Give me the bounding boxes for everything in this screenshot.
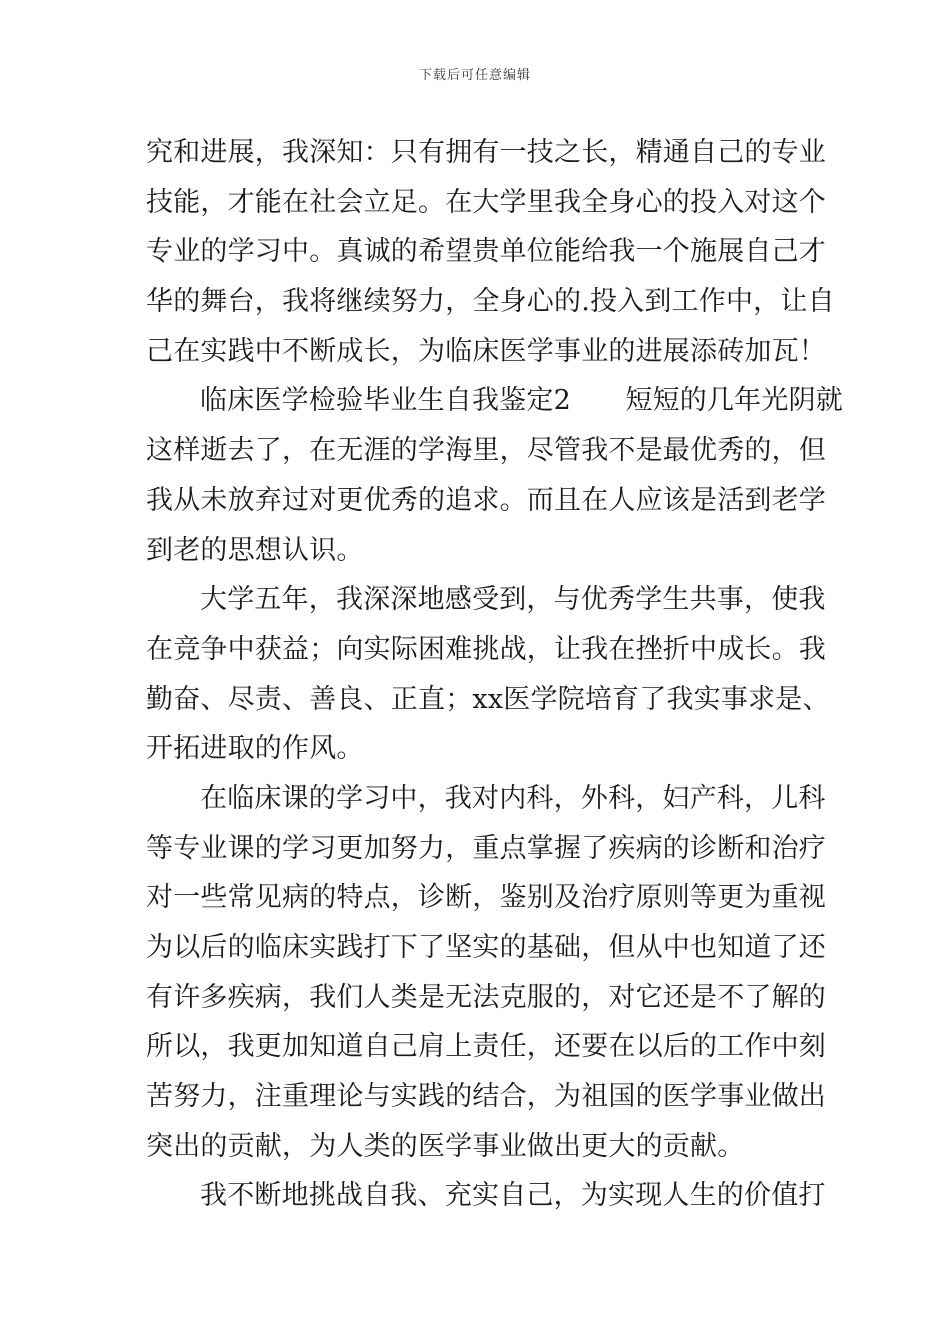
text-line: 苦努力，注重理论与实践的结合，为祖国的医学事业做出 xyxy=(146,1081,826,1113)
text-line: 勤奋、尽责、善良、正直；xx医学院培育了我实事求是、 xyxy=(146,683,830,715)
text-line: 开拓进取的作风。 xyxy=(146,733,364,765)
text-line: 到老的思想认识。 xyxy=(146,534,364,566)
text-line: 突出的贡献，为人类的医学事业做出更大的贡献。 xyxy=(146,1130,745,1162)
text-line: 在临床课的学习中，我对内科，外科，妇产科，儿科 xyxy=(200,782,826,814)
text-line: 在竞争中获益；向实际困难挑战，让我在挫折中成长。我 xyxy=(146,633,826,665)
page-header: 下载后可任意编辑 xyxy=(418,68,531,83)
text-line: 这样逝去了，在无涯的学海里，尽管我不是最优秀的，但 xyxy=(146,435,826,467)
text-line: 等专业课的学习更加努力，重点掌握了疾病的诊断和治疗 xyxy=(146,832,826,864)
text-line: 对一些常见病的特点，诊断，鉴别及治疗原则等更为重视 xyxy=(146,882,826,914)
text-line: 我不断地挑战自我、充实自己，为实现人生的价值打 xyxy=(200,1180,826,1212)
text-line: 己在实践中不断成长，为临床医学事业的进展添砖加瓦！ xyxy=(146,335,826,367)
text-line: 临床医学检验毕业生自我鉴定2 短短的几年光阴就 xyxy=(200,385,843,417)
text-line: 技能，才能在社会立足。在大学里我全身心的投入对这个 xyxy=(146,186,826,218)
text-line: 所以，我更加知道自己肩上责任，还要在以后的工作中刻 xyxy=(146,1031,826,1063)
text-line: 专业的学习中。真诚的希望贵单位能给我一个施展自己才 xyxy=(146,236,826,268)
text-line: 为以后的临床实践打下了坚实的基础，但从中也知道了还 xyxy=(146,932,826,963)
text-line: 大学五年，我深深地感受到，与优秀学生共事，使我 xyxy=(200,584,826,616)
text-line: 有许多疾病，我们人类是无法克服的，对它还是不了解的 xyxy=(146,981,826,1013)
document-body xyxy=(146,128,843,1221)
text-line: 究和进展，我深知：只有拥有一技之长，精通自己的专业 xyxy=(146,137,826,168)
text-line: 华的舞台，我将继续努力，全身心的.投入到工作中，让自 xyxy=(146,286,835,318)
text-line: 我从未放弃过对更优秀的追求。而且在人应该是活到老学 xyxy=(146,484,826,516)
